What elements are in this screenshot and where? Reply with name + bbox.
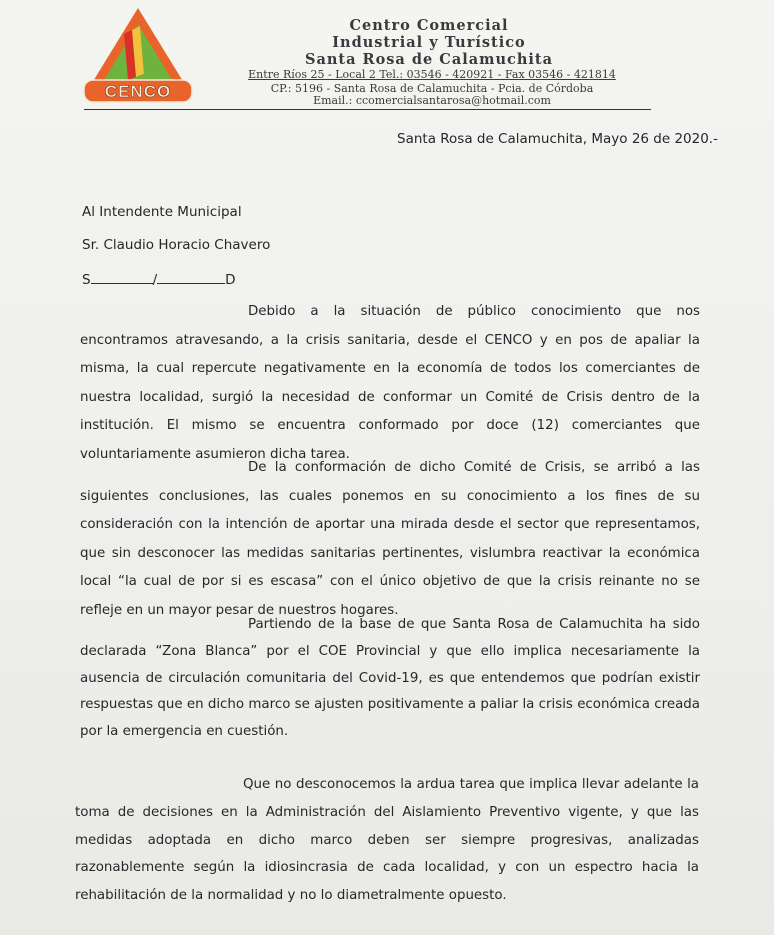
letterhead-divider xyxy=(84,109,651,110)
letterhead-title-1: Centro Comercial xyxy=(349,17,509,34)
body-paragraph-2: De la conformación de dicho Comité de Crisis, se arribó a las siguientes conclusiones, las cuales ponemos en su conocimiento a los fines de su consideración con la intención de aportar una mirada desde el sector que representamos, que sin desconocer las medidas sanitarias pertinentes, vislumbra reactivar la económica local “la cual de por si es escasa” con el único objetivo de que la crisis reinante no se refleje en un mayor pesar de nuestros hogares. xyxy=(80,460,700,618)
recipient-name: Sr. Claudio Horacio Chavero xyxy=(82,237,271,253)
letterhead-postal: CP.: 5196 - Santa Rosa de Calamuchita - Pcia. de Córdoba xyxy=(270,82,594,95)
letterhead-title-3: Santa Rosa de Calamuchita xyxy=(305,51,553,68)
letterhead-email: Email.: ccomercialsantarosa@hotmail.com xyxy=(313,94,551,107)
letter-date: Santa Rosa de Calamuchita, Mayo 26 de 2020.- xyxy=(397,131,718,147)
body-paragraph-3: Partiendo de la base de que Santa Rosa de Calamuchita ha sido declarada “Zona Blanca” por el COE Provincial y que ello implica necesariamente la ausencia de circulación comunitaria del Covid-19, es que entendemos que podrían existir respuestas que en dicho marco se ajusten positivamente a paliar la crisis económica creada por la emergencia en cuestión. xyxy=(80,617,700,740)
salutation-end: D xyxy=(225,272,236,288)
salutation-blank-2 xyxy=(157,271,225,284)
logo-text: CENCO xyxy=(104,82,172,101)
cenco-logo xyxy=(80,4,196,108)
salutation-start: S xyxy=(82,272,91,288)
recipient-salutation xyxy=(82,271,236,288)
recipient-title: Al Intendente Municipal xyxy=(82,204,242,220)
body-paragraph-1: Debido a la situación de público conocimiento que nos encontramos atravesando, a la crisis sanitaria, desde el CENCO y en pos de apaliar la misma, la cual repercute negativamente en la economía de todos los comerciantes de nuestra localidad, surgió la necesidad de conformar un Comité de Crisis dentro de la institución. El mismo se encuentra conformado por doce (12) comerciantes que voluntariamente asumieron dicha tarea. xyxy=(80,304,700,462)
letterhead-title-2: Industrial y Turístico xyxy=(332,34,526,51)
body-paragraph-4: Que no desconocemos la ardua tarea que implica llevar adelante la toma de decisiones en la Administración del Aislamiento Preventivo vigente, y que las medidas adoptada en dicho marco deben ser siempre progresivas, analizadas razonablemente según la idiosincrasia de cada localidad, y con un espectro hacia la rehabilitación de la normalidad y no lo diametralmente opuesto. xyxy=(75,777,699,904)
salutation-sep: / xyxy=(152,272,158,288)
salutation-blank-1 xyxy=(91,271,153,284)
letterhead-address: Entre Ríos 25 - Local 2 Tel.: 03546 - 420921 - Fax 03546 - 421814 xyxy=(248,68,616,81)
